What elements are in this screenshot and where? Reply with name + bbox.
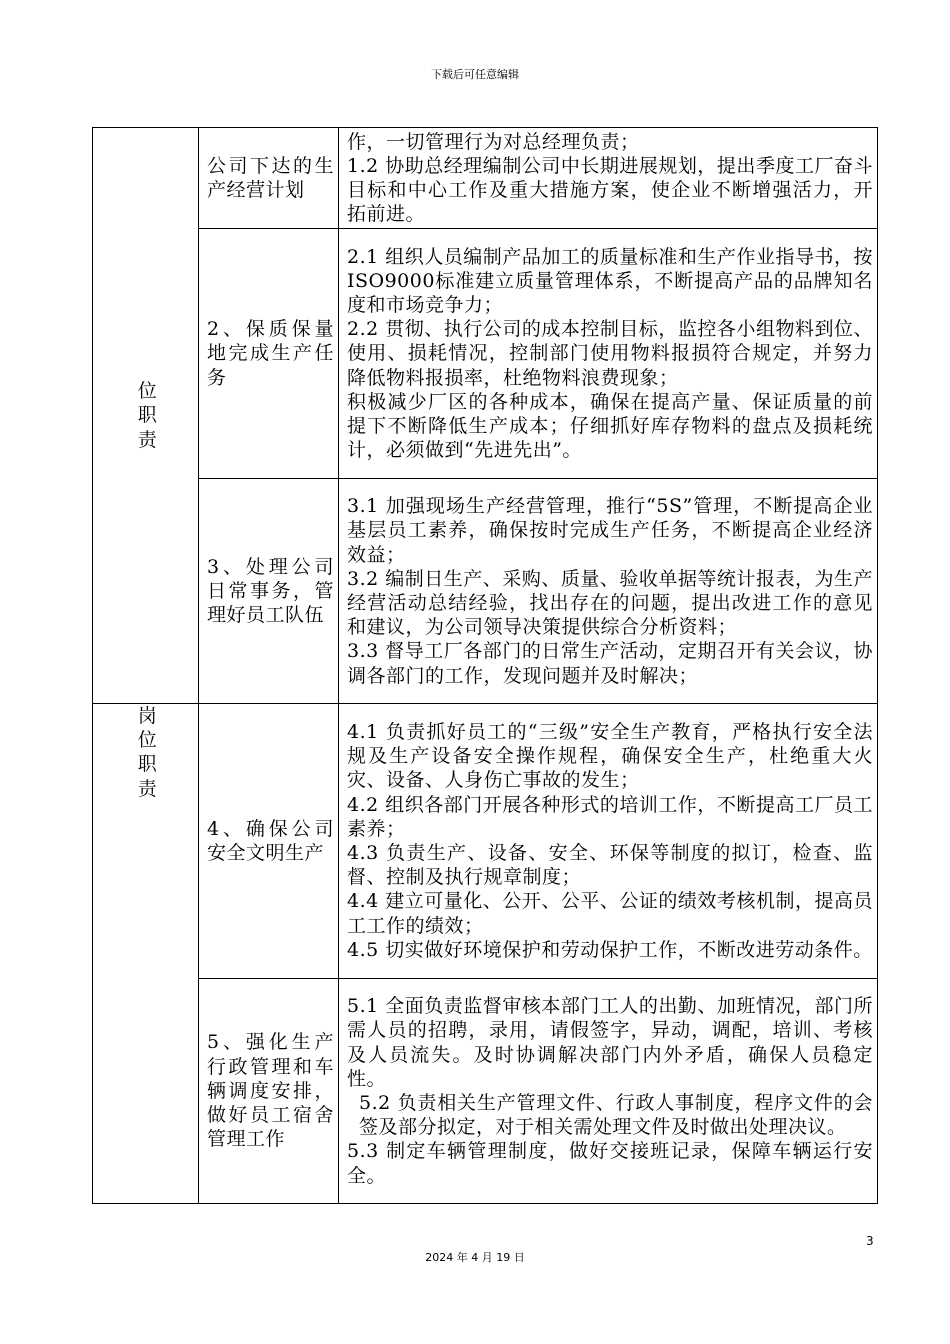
category-char: 职 — [137, 753, 158, 776]
category-cell-bottom — [93, 704, 199, 1204]
detail-item: 2.2 贯彻、执行公司的成本控制目标，监控各小组物料到位、使用、损耗情况，控制部门使用物料报损符合规定，并努力降低物料报损率，杜绝物料浪费现象； — [347, 318, 873, 389]
duty-table — [92, 127, 878, 1204]
category-char: 位 — [137, 380, 158, 403]
detail-item: 2.1 组织人员编制产品加工的质量标准和生产作业指导书，按ISO9000标准建立质量管理体系，不断提高产品的品牌知名度和市场竞争力； — [347, 245, 873, 316]
table-row — [93, 979, 878, 1204]
detail-item: 3.1 加强现场生产经营管理，推行“5S”管理，不断提高企业基层员工素养，确保按时完成生产任务，不断提高企业经济效益； — [347, 495, 873, 566]
header-note: 下载后可任意编辑 — [431, 68, 519, 81]
category-char: 位 — [137, 729, 158, 752]
detail-item: 4.3 负责生产、设备、安全、环保等制度的拟订，检查、监督、控制及执行规章制度； — [347, 842, 873, 889]
task-cell: 公司下达的生产经营计划 — [199, 128, 339, 229]
detail-item: 4.4 建立可量化、公开、公平、公证的绩效考核机制，提高员工工作的绩效； — [347, 890, 873, 937]
detail-item: 1.2 协助总经理编制公司中长期进展规划，提出季度工厂奋斗目标和中心工作及重大措施方案，使企业不断增强活力，开拓前进。 — [347, 154, 873, 226]
detail-item: 4.2 组织各部门开展各种形式的培训工作，不断提高工厂员工素养； — [347, 793, 873, 840]
table-row — [93, 128, 878, 229]
detail-cell — [339, 979, 878, 1204]
detail-item: 3.3 督导工厂各部门的日常生产活动，定期召开有关会议，协调各部门的工作，发现问题并及时解决； — [347, 640, 873, 687]
page-number: 3 — [866, 1234, 874, 1248]
category-char: 责 — [137, 428, 158, 451]
table-row — [93, 229, 878, 479]
detail-item: 5.3 制定车辆管理制度，做好交接班记录，保障车辆运行安全。 — [347, 1140, 873, 1187]
detail-cell — [339, 479, 878, 704]
detail-item: 作，一切管理行为对总经理负责； — [347, 130, 640, 153]
category-cell-top — [93, 128, 199, 704]
detail-item: 4.1 负责抓好员工的“三级”安全生产教育，严格执行安全法规及生产设备安全操作规程，确保安全生产，杜绝重大火灾、设备、人身伤亡事故的发生； — [347, 720, 873, 792]
detail-cell — [339, 128, 878, 229]
detail-item: 5.1 全面负责监督审核本部门工人的出勤、加班情况，部门所需人员的招聘，录用，请假签字，异动，调配，培训、考核及人员流失。及时协调解决部门内外矛盾，确保人员稳定性。 — [347, 995, 873, 1090]
task-cell: 2、保质保量地完成生产任务 — [199, 229, 339, 479]
detail-cell — [339, 229, 878, 479]
table-row — [93, 704, 878, 979]
category-char: 岗 — [137, 705, 158, 727]
category-char: 职 — [137, 404, 158, 427]
detail-item: 4.5 切实做好环境保护和劳动保护工作，不断改进劳动条件。 — [347, 938, 873, 961]
task-cell: 5、强化生产行政管理和车辆调度安排，做好员工宿舍管理工作 — [199, 979, 339, 1204]
detail-cell — [339, 704, 878, 979]
detail-item: 3.2 编制日生产、采购、质量、验收单据等统计报表，为生产经营活动总结经验，找出存在的问题，提出改进工作的意见和建议，为公司领导决策提供综合分析资料； — [347, 567, 873, 639]
footer-date: 2024 年 4 月 19 日 — [425, 1251, 525, 1264]
table-row — [93, 479, 878, 704]
detail-item: 5.2 负责相关生产管理文件、行政人事制度，程序文件的会签及部分拟定，对于相关需处理文件及时做出处理决议。 — [359, 1092, 873, 1139]
category-char: 责 — [137, 777, 158, 800]
task-cell: 3、处理公司日常事务，管理好员工队伍 — [199, 479, 339, 704]
task-cell: 4、确保公司安全文明生产 — [199, 704, 339, 979]
detail-item: 积极减少厂区的各种成本，确保在提高产量、保证质量的前提下不断降低生产成本；仔细抓好库存物料的盘点及损耗统计，必须做到“先进先出”。 — [347, 390, 873, 462]
